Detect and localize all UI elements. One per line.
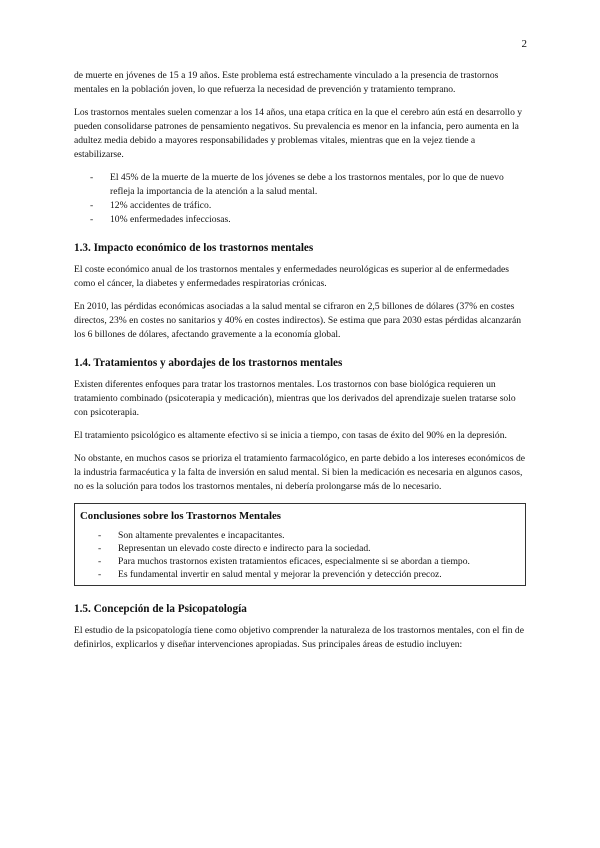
list-item: - Son altamente prevalentes e incapacitantes. <box>80 529 520 542</box>
paragraph: de muerte en jóvenes de 15 a 19 años. Este problema está estrechamente vinculado a la presencia de trastornos mentales en la población joven, lo que refuerza la necesidad de prevención y tratamiento temprano. <box>74 70 499 95</box>
list-item: - 12% accidentes de tráfico. <box>74 199 526 213</box>
paragraph: No obstante, en muchos casos se prioriza el tratamiento farmacológico, en parte debido a los intereses económicos de la industria farmacéutica y la falta de inversión en salud mental. Si bien la medicación es necesaria en algunos casos, no es la solución para todos los trastornos mentales, ni debería prolongarse más de lo necesario. <box>74 453 526 492</box>
section-heading-1-3: 1.3. Impacto económico de los trastornos mentales <box>74 242 314 254</box>
list-item: - El 45% de la muerte de la muerte de los jóvenes se debe a los trastornos mentales, por lo que de nuevo refleja la importancia de la atención a la salud mental. <box>74 171 526 199</box>
paragraph: El tratamiento psicológico es altamente efectivo si se inicia a tiempo, con tasas de éxito del 90% en la depresión. <box>74 430 507 441</box>
paragraph: El estudio de la psicopatología tiene como objetivo comprender la naturaleza de los trastornos mentales, con el fin de definirlos, explicarlos y diseñar intervenciones apropiadas. Sus principales áreas de estudio incluyen: <box>74 625 524 650</box>
paragraph: En 2010, las pérdidas económicas asociadas a la salud mental se cifraron en 2,5 billones de dólares (37% en costes directos, 23% en costes no sanitarios y 40% en costes indirectos). Se estima que para 2030 estas pérdidas alcanzarán los 6 billones de dólares, afectando gravemente a la economía global. <box>74 301 522 340</box>
page-number: 2 <box>521 38 527 50</box>
conclusions-box <box>74 503 526 586</box>
list-item: - Es fundamental invertir en salud mental y mejorar la prevención y detección precoz. <box>80 568 520 581</box>
conclusions-title: Conclusiones sobre los Trastornos Mentales <box>80 510 281 522</box>
paragraph: Existen diferentes enfoques para tratar los trastornos mentales. Los trastornos con base biológica requieren un tratamiento combinado (psicoterapia y medicación), mientras que los derivados del aprendizaje suelen tratarse solo con psicoterapia. <box>74 379 516 418</box>
youth-death-list <box>74 171 526 227</box>
list-item: - Para muchos trastornos existen tratamientos eficaces, especialmente si se abordan a tiempo. <box>80 555 520 568</box>
list-item: - Representan un elevado coste directo e indirecto para la sociedad. <box>80 542 520 555</box>
conclusions-list <box>80 529 520 581</box>
section-heading-1-5: 1.5. Concepción de la Psicopatología <box>74 603 247 615</box>
paragraph: El coste económico anual de los trastornos mentales y enfermedades neurológicas es superior al de enfermedades como el cáncer, la diabetes y enfermedades respiratorias crónicas. <box>74 264 510 289</box>
document-body <box>74 69 526 661</box>
list-item: - 10% enfermedades infecciosas. <box>74 213 526 227</box>
section-heading-1-4: 1.4. Tratamientos y abordajes de los trastornos mentales <box>74 357 343 369</box>
paragraph: Los trastornos mentales suelen comenzar a los 14 años, una etapa crítica en la que el cerebro aún está en desarrollo y pueden consolidarse patrones de pensamiento negativos. Su prevalencia es menor en la infancia, pero aumenta en la adultez media debido a mayores responsabilidades y problemas vitales, mientras que en la vejez tiende a estabilizarse. <box>74 107 523 160</box>
